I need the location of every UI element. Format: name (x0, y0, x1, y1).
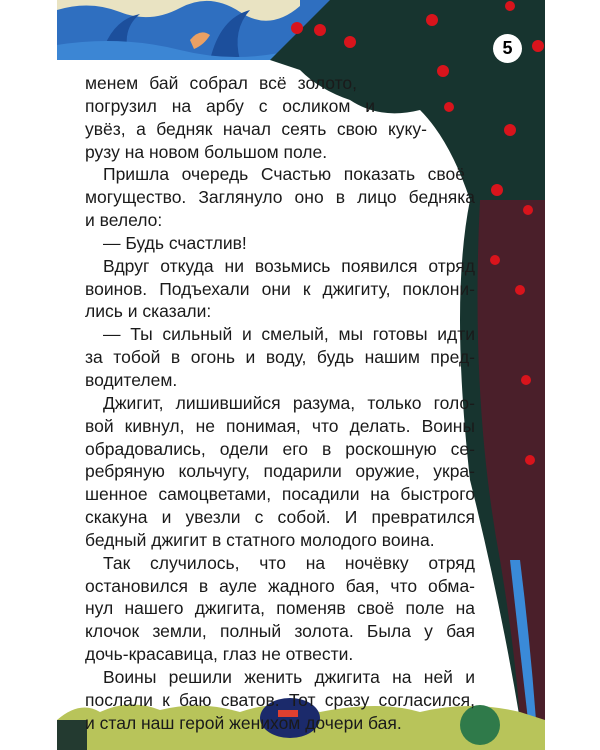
text-line: за тобой в огонь и воду, будь нашим пред- (85, 347, 475, 368)
text-line: Так случилось, что на ночёвку отряд (103, 552, 475, 573)
text-line: ребряную кольчугу, подарили оружие, укра- (85, 461, 475, 482)
text-line: скакуна и увезли с собой. И превратился (85, 507, 475, 528)
text-line: бедный джигит в статного молодого воина. (85, 529, 435, 550)
text-line: обрадовались, одели его в роскошную се- (85, 438, 475, 459)
text-line: погрузил на арбу с осликом и (85, 95, 375, 116)
text-line: послали к баю сватов. Тот сразу согласился, (85, 689, 475, 710)
text-line: рузу на новом большом поле. (85, 141, 328, 162)
text-line: увёз, а бедняк начал сеять свою куку- (85, 118, 427, 139)
text-line: Вдруг откуда ни возьмись появился отряд (103, 255, 475, 276)
text-line: Воины решили женить джигита на ней и (103, 666, 475, 687)
text-line: и стал наш герой женихом дочери бая. (85, 712, 402, 733)
text-line: дочь-красавица, глаз не отвести. (85, 644, 354, 665)
text-line: менем бай собрал всё золото, (85, 73, 357, 93)
text-line: Джигит, лишившийся разума, только голо- (103, 392, 475, 413)
text-line: — Ты сильный и смелый, мы готовы идти (103, 324, 475, 345)
text-line: вой кивнул, не понимая, что делать. Воины (85, 415, 475, 436)
text-line: нул нашего джигита, поменяв своё поле на (85, 598, 475, 619)
text-line: — Будь счастлив! (103, 232, 247, 253)
page-number: 5 (493, 34, 522, 63)
text-line: Пришла очередь Счастью показать своё (103, 164, 465, 185)
text-line: клочок земли, полный золота. Была у бая (85, 621, 475, 642)
text-line: водителем. (85, 369, 178, 390)
text-line: могущество. Заглянуло оно в лицо бедняка (85, 187, 475, 208)
text-line: лись и сказали: (85, 301, 212, 322)
text-line: остановился в ауле жадного бая, что обма- (85, 575, 475, 596)
text-line: воинов. Подъехали они к джигиту, поклони- (85, 278, 475, 299)
text-line: и велело: (85, 210, 163, 231)
text-line: шенное самоцветами, посадили на быстрого (85, 484, 475, 505)
story-text (85, 72, 475, 734)
